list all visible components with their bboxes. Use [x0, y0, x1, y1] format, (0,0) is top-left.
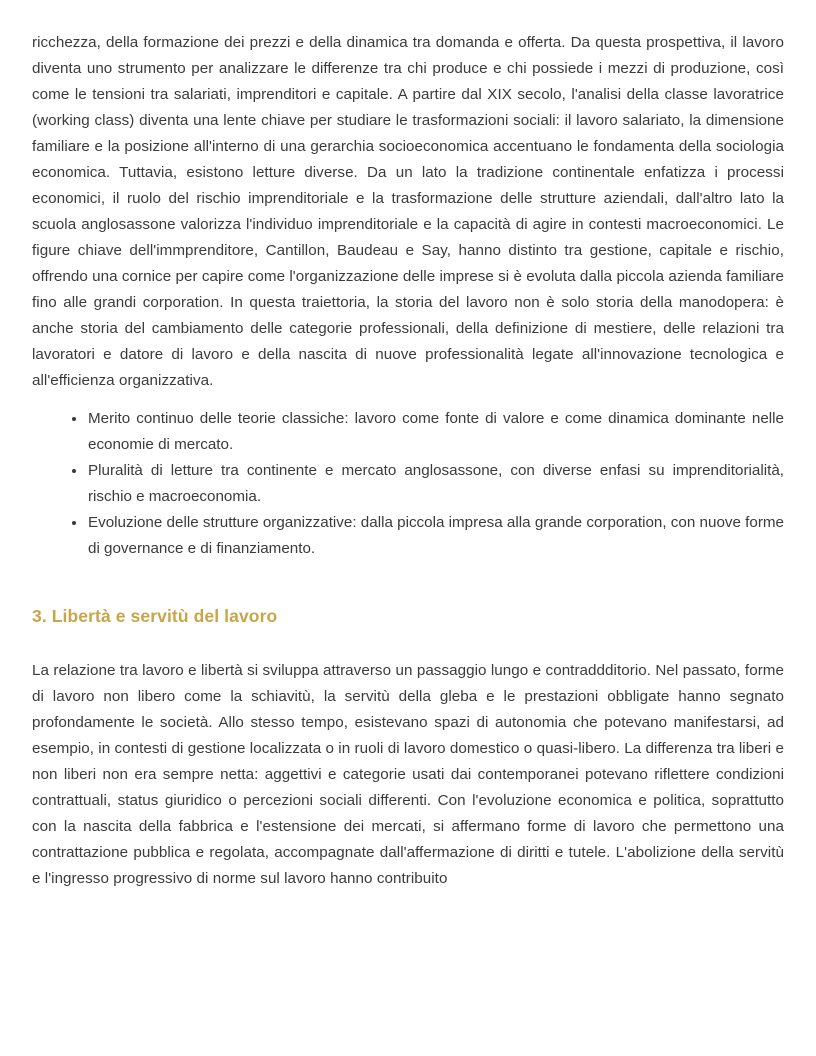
list-item: Evoluzione delle strutture organizzative: dalla piccola impresa alla grande corporation, con nuove forme di governance e di finanziamento. [72, 510, 784, 562]
spacer-above-heading [32, 562, 784, 604]
paragraph-liberta-servitu: La relazione tra lavoro e libertà si sviluppa attraverso un passaggio lungo e contraddditorio. Nel passato, forme di lavoro non libero come la schiavitù, la servitù della gleba e le prestazioni obbligate hanno segnato profondamente le società. Allo stesso tempo, esistevano spazi di autonomia che potevano manifestarsi, ad esempio, in contesti di gestione localizzata o in ruoli di lavoro domestico o quasi-libero. La differenza tra liberi e non liberi non era sempre netta: aggettivi e categorie usati dai contemporanei potevano riflettere condizioni contrattuali, status giuridico o percezioni sociali differenti. Con l'evoluzione economica e politica, soprattutto con la nascita della fabbrica e l'estensione dei mercati, si affermano forme di lavoro che permettono una contrattazione pubblica e regolata, accompagnate dall'affermazione di diritti e tutele. L'abolizione della servitù e l'ingresso progressivo di norme sul lavoro hanno contribuito [32, 662, 784, 887]
summary-bullet-list [32, 406, 784, 562]
list-item: Pluralità di letture tra continente e mercato anglosassone, con diverse enfasi su imprenditorialità, rischio e macroeconomia. [72, 458, 784, 510]
section-heading-3: 3. Libertà e servitù del lavoro [32, 606, 278, 626]
paragraph-economic-sociology: ricchezza, della formazione dei prezzi e della dinamica tra domanda e offerta. Da questa prospettiva, il lavoro diventa uno strumento per analizzare le differenze tra chi produce e chi possiede i mezzi di produzione, così come le tensioni tra salariati, imprenditori e capitale. A partire dal XIX secolo, l'analisi della classe lavoratrice (working class) diventa una lente chiave per studiare le trasformazioni sociali: il lavoro salariato, la dimensione familiare e la posizione all'interno di una gerarchia socioeconomica accentuano le fondamenta della sociologia economica. Tuttavia, esistono letture diverse. Da un lato la tradizione continentale enfatizza i processi economici, il ruolo del rischio imprenditoriale e la trasformazione delle strutture aziendali, dall'altro lato la scuola anglosassone valorizza l'individuo imprenditoriale e la capacità di agire in contesti macroeconomici. Le figure chiave dell'immprenditore, Cantillon, Baudeau e Say, hanno distinto tra gestione, capitale e rischio, offrendo una cornice per capire come l'organizzazione delle imprese si è evoluta dalla piccola azienda familiare fino alle grandi corporation. In questa traiettoria, la storia del lavoro non è solo storia della manodopera: è anche storia del cambiamento delle categorie professionali, della definizione di mestiere, delle relazioni tra lavoratori e datore di lavoro e della nascita di nuove professionalità legate all'innovazione tecnologica e all'efficienza organizzativa. [32, 34, 784, 389]
spacer-below-heading [32, 628, 784, 658]
list-item: Merito continuo delle teorie classiche: lavoro come fonte di valore e come dinamica dominante nelle economie di mercato. [72, 406, 784, 458]
